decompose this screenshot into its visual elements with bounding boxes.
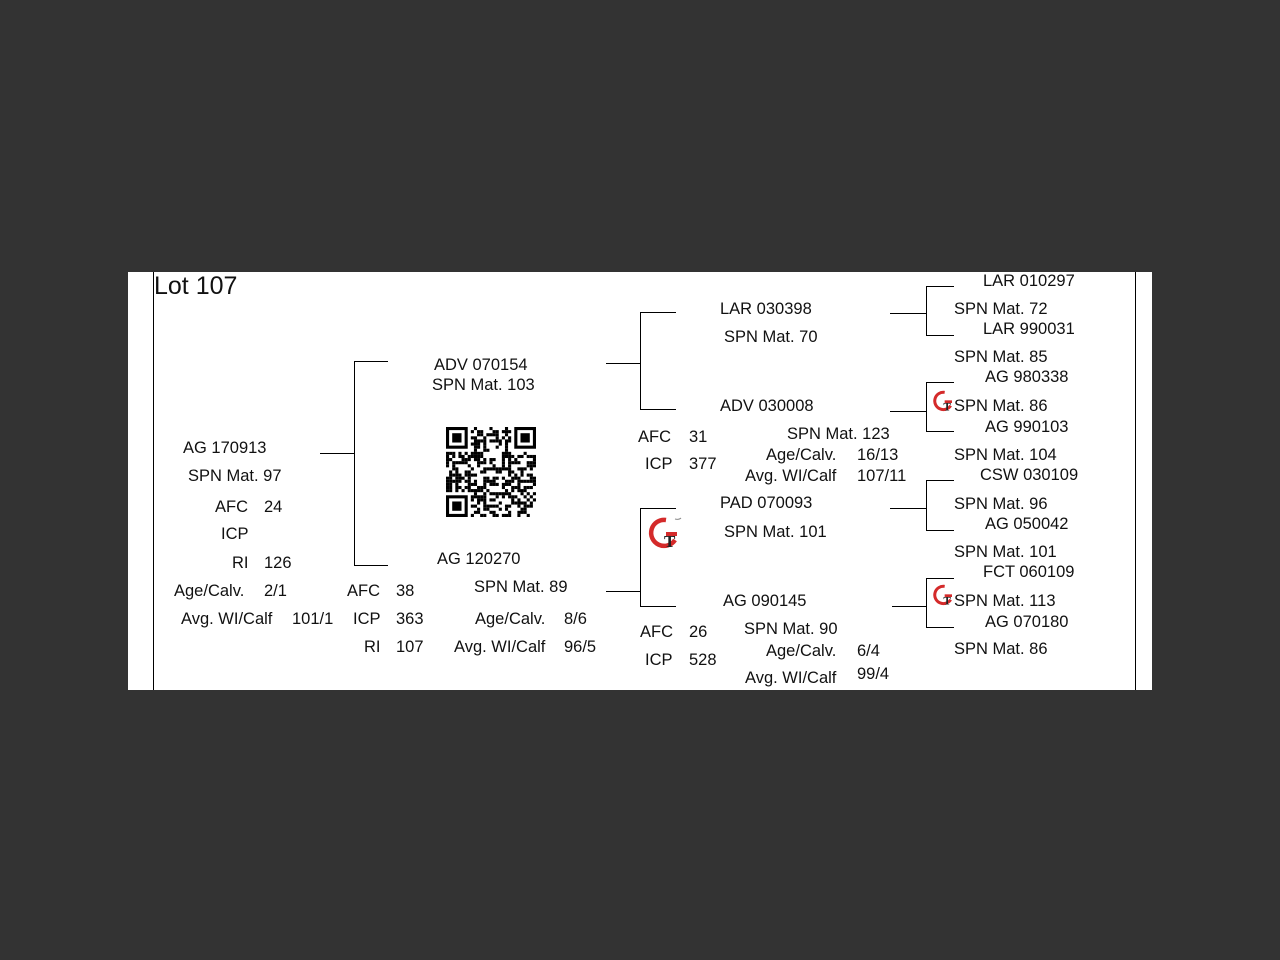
gt-logo-icon [646, 515, 684, 551]
sd-id: ADV 030008 [720, 397, 814, 415]
sd-spn: SPN Mat. 123 [787, 425, 890, 443]
connector [606, 591, 640, 592]
gen3-id-4: AG 990103 [985, 418, 1069, 436]
gen3-spn-8: SPN Mat. 86 [954, 640, 1048, 658]
ds-spn: SPN Mat. 101 [724, 523, 827, 541]
connector [926, 578, 927, 627]
dam-afc-label: AFC [347, 582, 380, 600]
gen3-spn-3: SPN Mat. 86 [954, 397, 1048, 415]
svg-text:T: T [943, 595, 951, 607]
gen3-id-2: LAR 990031 [983, 320, 1075, 338]
gen3-spn-1: SPN Mat. 72 [954, 300, 1048, 318]
dam-id: AG 120270 [437, 550, 521, 568]
gen3-id-8: AG 070180 [985, 613, 1069, 631]
dd-afc-label: AFC [640, 623, 673, 641]
animal-afc-label: AFC [215, 498, 248, 516]
gen3-id-3: AG 980338 [985, 368, 1069, 386]
connector [926, 578, 954, 579]
connector [926, 480, 927, 530]
dd-afc: 26 [689, 623, 708, 641]
pedigree-sheet [128, 272, 1152, 690]
sd-afc-label: AFC [638, 428, 671, 446]
lot-title: Lot 107 [154, 272, 238, 300]
gen3-id-7: FCT 060109 [983, 563, 1075, 581]
sire-spn: SPN Mat. 103 [432, 376, 535, 394]
gen3-spn-6: SPN Mat. 101 [954, 543, 1057, 561]
dam-icp: 363 [396, 610, 424, 628]
dam-age-label: Age/Calv. [475, 610, 546, 628]
dam-ri: 107 [396, 638, 424, 656]
connector [354, 361, 388, 362]
sd-wi: 107/11 [857, 467, 907, 485]
connector [640, 312, 641, 409]
connector [926, 480, 954, 481]
dam-age: 8/6 [564, 610, 587, 628]
connector [640, 409, 676, 410]
gen3-spn-7: SPN Mat. 113 [954, 592, 1056, 610]
connector [926, 382, 927, 431]
svg-text:T: T [664, 532, 676, 551]
gt-logo-icon [931, 583, 957, 607]
animal-wi-label: Avg. WI/Calf [181, 610, 273, 628]
connector [354, 565, 388, 566]
gen3-spn-2: SPN Mat. 85 [954, 348, 1048, 366]
connector [890, 313, 926, 314]
connector [890, 411, 926, 412]
gen3-spn-4: SPN Mat. 104 [954, 446, 1057, 464]
dd-spn: SPN Mat. 90 [744, 620, 838, 638]
sire-id: ADV 070154 [434, 356, 528, 374]
animal-ri-label: RI [232, 554, 249, 572]
right-border [1135, 272, 1136, 690]
animal-spn: SPN Mat. 97 [188, 467, 282, 485]
sd-icp-label: ICP [645, 455, 673, 473]
dam-wi: 96/5 [564, 638, 597, 656]
connector [606, 363, 640, 364]
ds-id: PAD 070093 [720, 494, 813, 512]
gen3-spn-5: SPN Mat. 96 [954, 495, 1048, 513]
sd-afc: 31 [689, 428, 708, 446]
connector [926, 286, 954, 287]
dd-id: AG 090145 [723, 592, 807, 610]
ss-id: LAR 030398 [720, 300, 812, 318]
gen3-id-5: CSW 030109 [980, 466, 1079, 484]
dam-afc: 38 [396, 582, 415, 600]
sd-icp: 377 [689, 455, 717, 473]
dam-ri-label: RI [364, 638, 381, 656]
gt-logo-icon [931, 389, 957, 413]
svg-text:T: T [943, 401, 951, 413]
connector [926, 530, 954, 531]
left-border [153, 272, 154, 690]
connector [926, 382, 954, 383]
connector [890, 508, 926, 509]
dd-icp-label: ICP [645, 651, 673, 669]
connector [354, 361, 355, 565]
animal-wi: 101/1 [292, 610, 334, 628]
animal-id: AG 170913 [183, 439, 267, 457]
gen3-id-1: LAR 010297 [983, 272, 1075, 290]
connector [926, 627, 954, 628]
dd-icp: 528 [689, 651, 717, 669]
connector [640, 508, 676, 509]
sd-wi-label: Avg. WI/Calf [745, 467, 837, 485]
connector [926, 335, 954, 336]
qr-code-icon [446, 427, 536, 517]
ss-spn: SPN Mat. 70 [724, 328, 818, 346]
connector [926, 286, 927, 335]
sd-age: 16/13 [857, 446, 899, 464]
animal-age: 2/1 [264, 582, 287, 600]
gen3-id-6: AG 050042 [985, 515, 1069, 533]
connector [640, 606, 676, 607]
animal-age-label: Age/Calv. [174, 582, 245, 600]
animal-afc: 24 [264, 498, 283, 516]
connector [320, 453, 354, 454]
animal-ri: 126 [264, 554, 292, 572]
dd-age: 6/4 [857, 642, 880, 660]
connector [926, 431, 954, 432]
connector [640, 508, 641, 606]
dd-wi: 99/4 [857, 665, 890, 683]
sd-age-label: Age/Calv. [766, 446, 837, 464]
connector [640, 312, 676, 313]
dam-icp-label: ICP [353, 610, 381, 628]
dd-age-label: Age/Calv. [766, 642, 837, 660]
connector [892, 606, 926, 607]
dd-wi-label: Avg. WI/Calf [745, 669, 837, 687]
animal-icp-label: ICP [221, 525, 249, 543]
dam-wi-label: Avg. WI/Calf [454, 638, 546, 656]
dam-spn: SPN Mat. 89 [474, 578, 568, 596]
